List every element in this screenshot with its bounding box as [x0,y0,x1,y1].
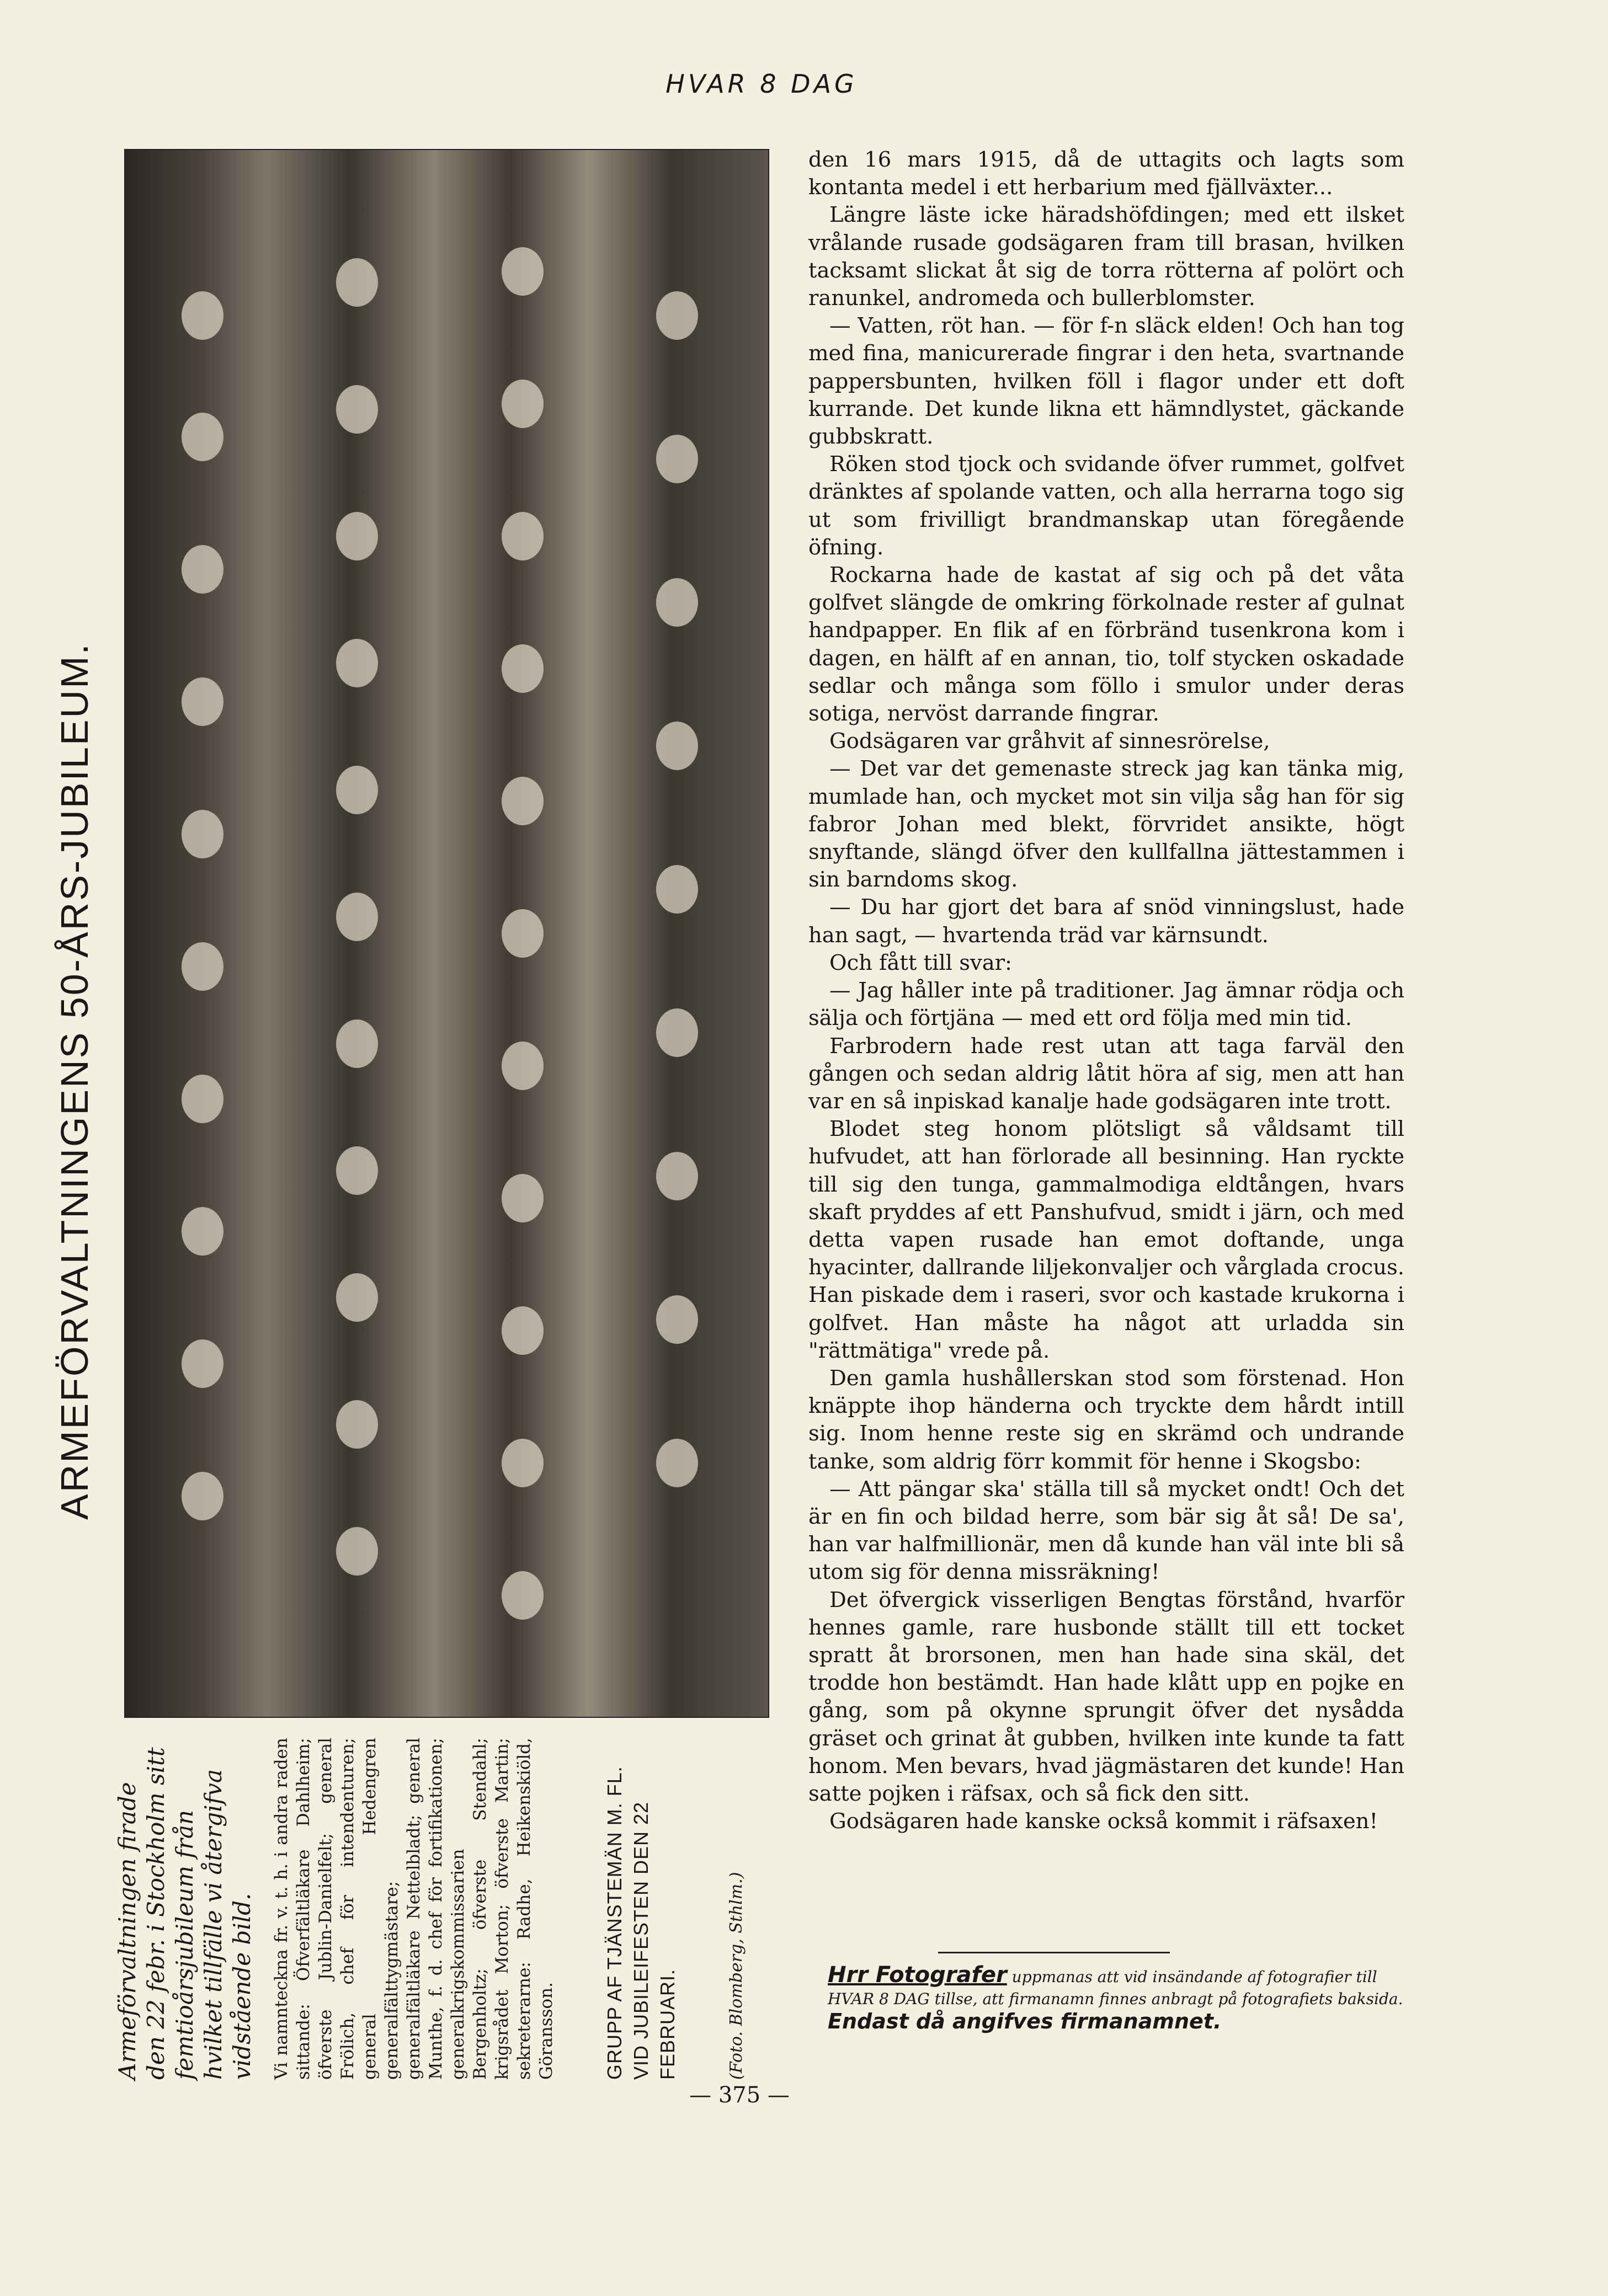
article-paragraph: Och fått till svar: [829,950,1013,975]
photo-caption-intro: Armeförvaltningen firade den 22 febr. i Stockholm sitt femtioårsjubileum från hvilket tillfälle vi återgifva vidstående bild. [114,1747,255,2080]
article-paragraph: Rockarna hade de kastat af sig och på det våta golfvet slängde de omkring förkolnade rester af gulnat handpapper. En flik af en förbränd tusenkrona kom i dagen, en hälft af en annan, tio, tolf stycken oskadade sedlar och många som föllo i smulor under deras sotiga, nervöst darrande fingrar. [808,563,1404,727]
article-text [808,146,1404,1835]
ad-divider [938,1952,1170,1953]
article-paragraph: — Det var det gemenaste streck jag kan tänka mig, mumlade han, och mycket mot sin vilja såg han för sig fabror Johan med blekt, förvridet ansikte, högt snyftande, slängd öfver den kullfallna jättestammen i sin barndoms skog. [808,756,1404,893]
vertical-heading: ARMEFÖRVALTNINGENS 50-ÅRS-JUBILEUM. [53,642,96,1520]
article-paragraph: Godsägaren hade kanske också kommit i räfsaxen! [829,1809,1378,1834]
article-paragraph: — Vatten, röt han. — för f-n släck elden! Och han tog med fina, manicurerade fingrar i den heta, svartnande pappersbunten, hvilken föll i flagor under ett doft kurrande. Det kunde likna ett hämndlystet, gäckande gubbskratt. [808,313,1404,450]
article-paragraph: Den gamla hushållerskan stod som förstenad. Hon knäppte ihop händerna och tryckte dem hårdt intill sig. Inom henne reste sig en skrämd och undrande tanke, som aldrig förr kommit för henne i Skogsbo: [808,1365,1404,1474]
page-number: — 375 — [689,2083,790,2108]
article-paragraph: Röken stod tjock och svidande öfver rummet, golfvet dränktes af spolande vatten, och alla herrarna togo sig ut som frivilligt brandmanskap utan föregående öfning. [808,452,1404,560]
notice-lead: Hrr Fotografer [828,1962,1007,1988]
article-paragraph: — Jag håller inte på traditioner. Jag ämnar rödja och sälja och förtjäna — med ett ord följa med min tid. [808,978,1404,1031]
article-paragraph: — Du har gjort det bara af snöd vinningslust, hade han sagt, — hvartenda träd var kärnsundt. [808,895,1404,948]
article-paragraph: Blodet steg honom plötsligt så våldsamt till hufvudet, att han förlorade all besinning. Han ryckte till sig den tunga, gammalmodiga eldtången, hvars skaft pryddes af ett Panshufvud, smidt i järn, och med detta vapen rusade han emot doftande, unga hyacinter, dallrande liljekonvaljer och vårglada crocus. Han piskade dem i raseri, svor och kastade krukorna i golfvet. Han måste ha något att urladda sin "rättmätiga" vrede på. [808,1117,1404,1363]
photo-placeholder [125,150,768,1717]
article-paragraph: den 16 mars 1915, då de uttagits och lagts som kontanta medel i ett herbarium med fjällväxter... [808,147,1404,200]
photographer-notice [828,1964,1413,2035]
photo-credit: (Foto. Blomberg, Sthlm.) [727,1872,746,2080]
photo-caption-names: Vi namnteckna fr. v. t. h. i andra raden sittande: Öfverfältläkare Dahlheim; öfverste Jublin-Danielfelt; general Frölich, chef för intendenturen; general Hedengren generalfälttygmästare; generalfältläkare Nettelbladt; general Munthe, f. d. chef för fortifikationen; generalkrigskommissarien Bergenholtz; öfverste Stendahl; krigsrådet Morton; öfverste Martin; sekreterarne: Radhe, Heikenskiöld, Göransson. [271,1738,556,2080]
article-paragraph: Farbrodern hade rest utan att taga farväl den gången och sedan aldrig låtit höra af sig, men att han var en så inpiskad kanalje hade godsägaren inte trott. [808,1033,1404,1114]
notice-text: uppmanas att vid insändande af fotografier till HVAR 8 DAG tillse, att firmanamn finnes anbragt på fotografiets baksida. [828,1968,1403,2008]
notice-emphasis: Endast då angifves firmanamnet. [828,2009,1222,2033]
photo-caption-title: GRUPP AF TJÄNSTEMÄN M. FL. VID JUBILEIFESTEN DEN 22 FEBRUARI. [603,1766,679,2080]
article-paragraph: — Att pängar ska' ställa till så mycket ondt! Och det är en fin och bildad herre, som bär sig åt så! De sa', han var halfmillionär, men då kunde han väl inte bli så utom sig för denna missräkning! [808,1476,1404,1585]
article-paragraph: Godsägaren var gråhvit af sinnesrörelse, [829,729,1270,754]
article-paragraph: Det öfvergick visserligen Bengtas förstånd, hvarför hennes gamle, rare husbonde ställt till ett tocket spratt åt brorsonen, men han hade sina skäl, det trodde hon bestämdt. Han hade klått upp en pojke en gång, som på okynne sprungit öfver det nysådda gräset och grinat åt gubben, hvilken inte kunde ta fatt honom. Men bevars, hvad jägmästaren det kunde! Han satte pojken i räfsax, och så fick den sitt. [808,1587,1404,1806]
page-header: HVAR 8 DAG [665,69,858,99]
group-photograph [124,149,769,1718]
article-paragraph: Längre läste icke häradshöfdingen; med ett ilsket vrålande rusade godsägaren fram till brasan, hvilken tacksamt slickat åt sig de torra rötterna af polört och ranunkel, andromeda och bullerblomster. [808,202,1404,311]
